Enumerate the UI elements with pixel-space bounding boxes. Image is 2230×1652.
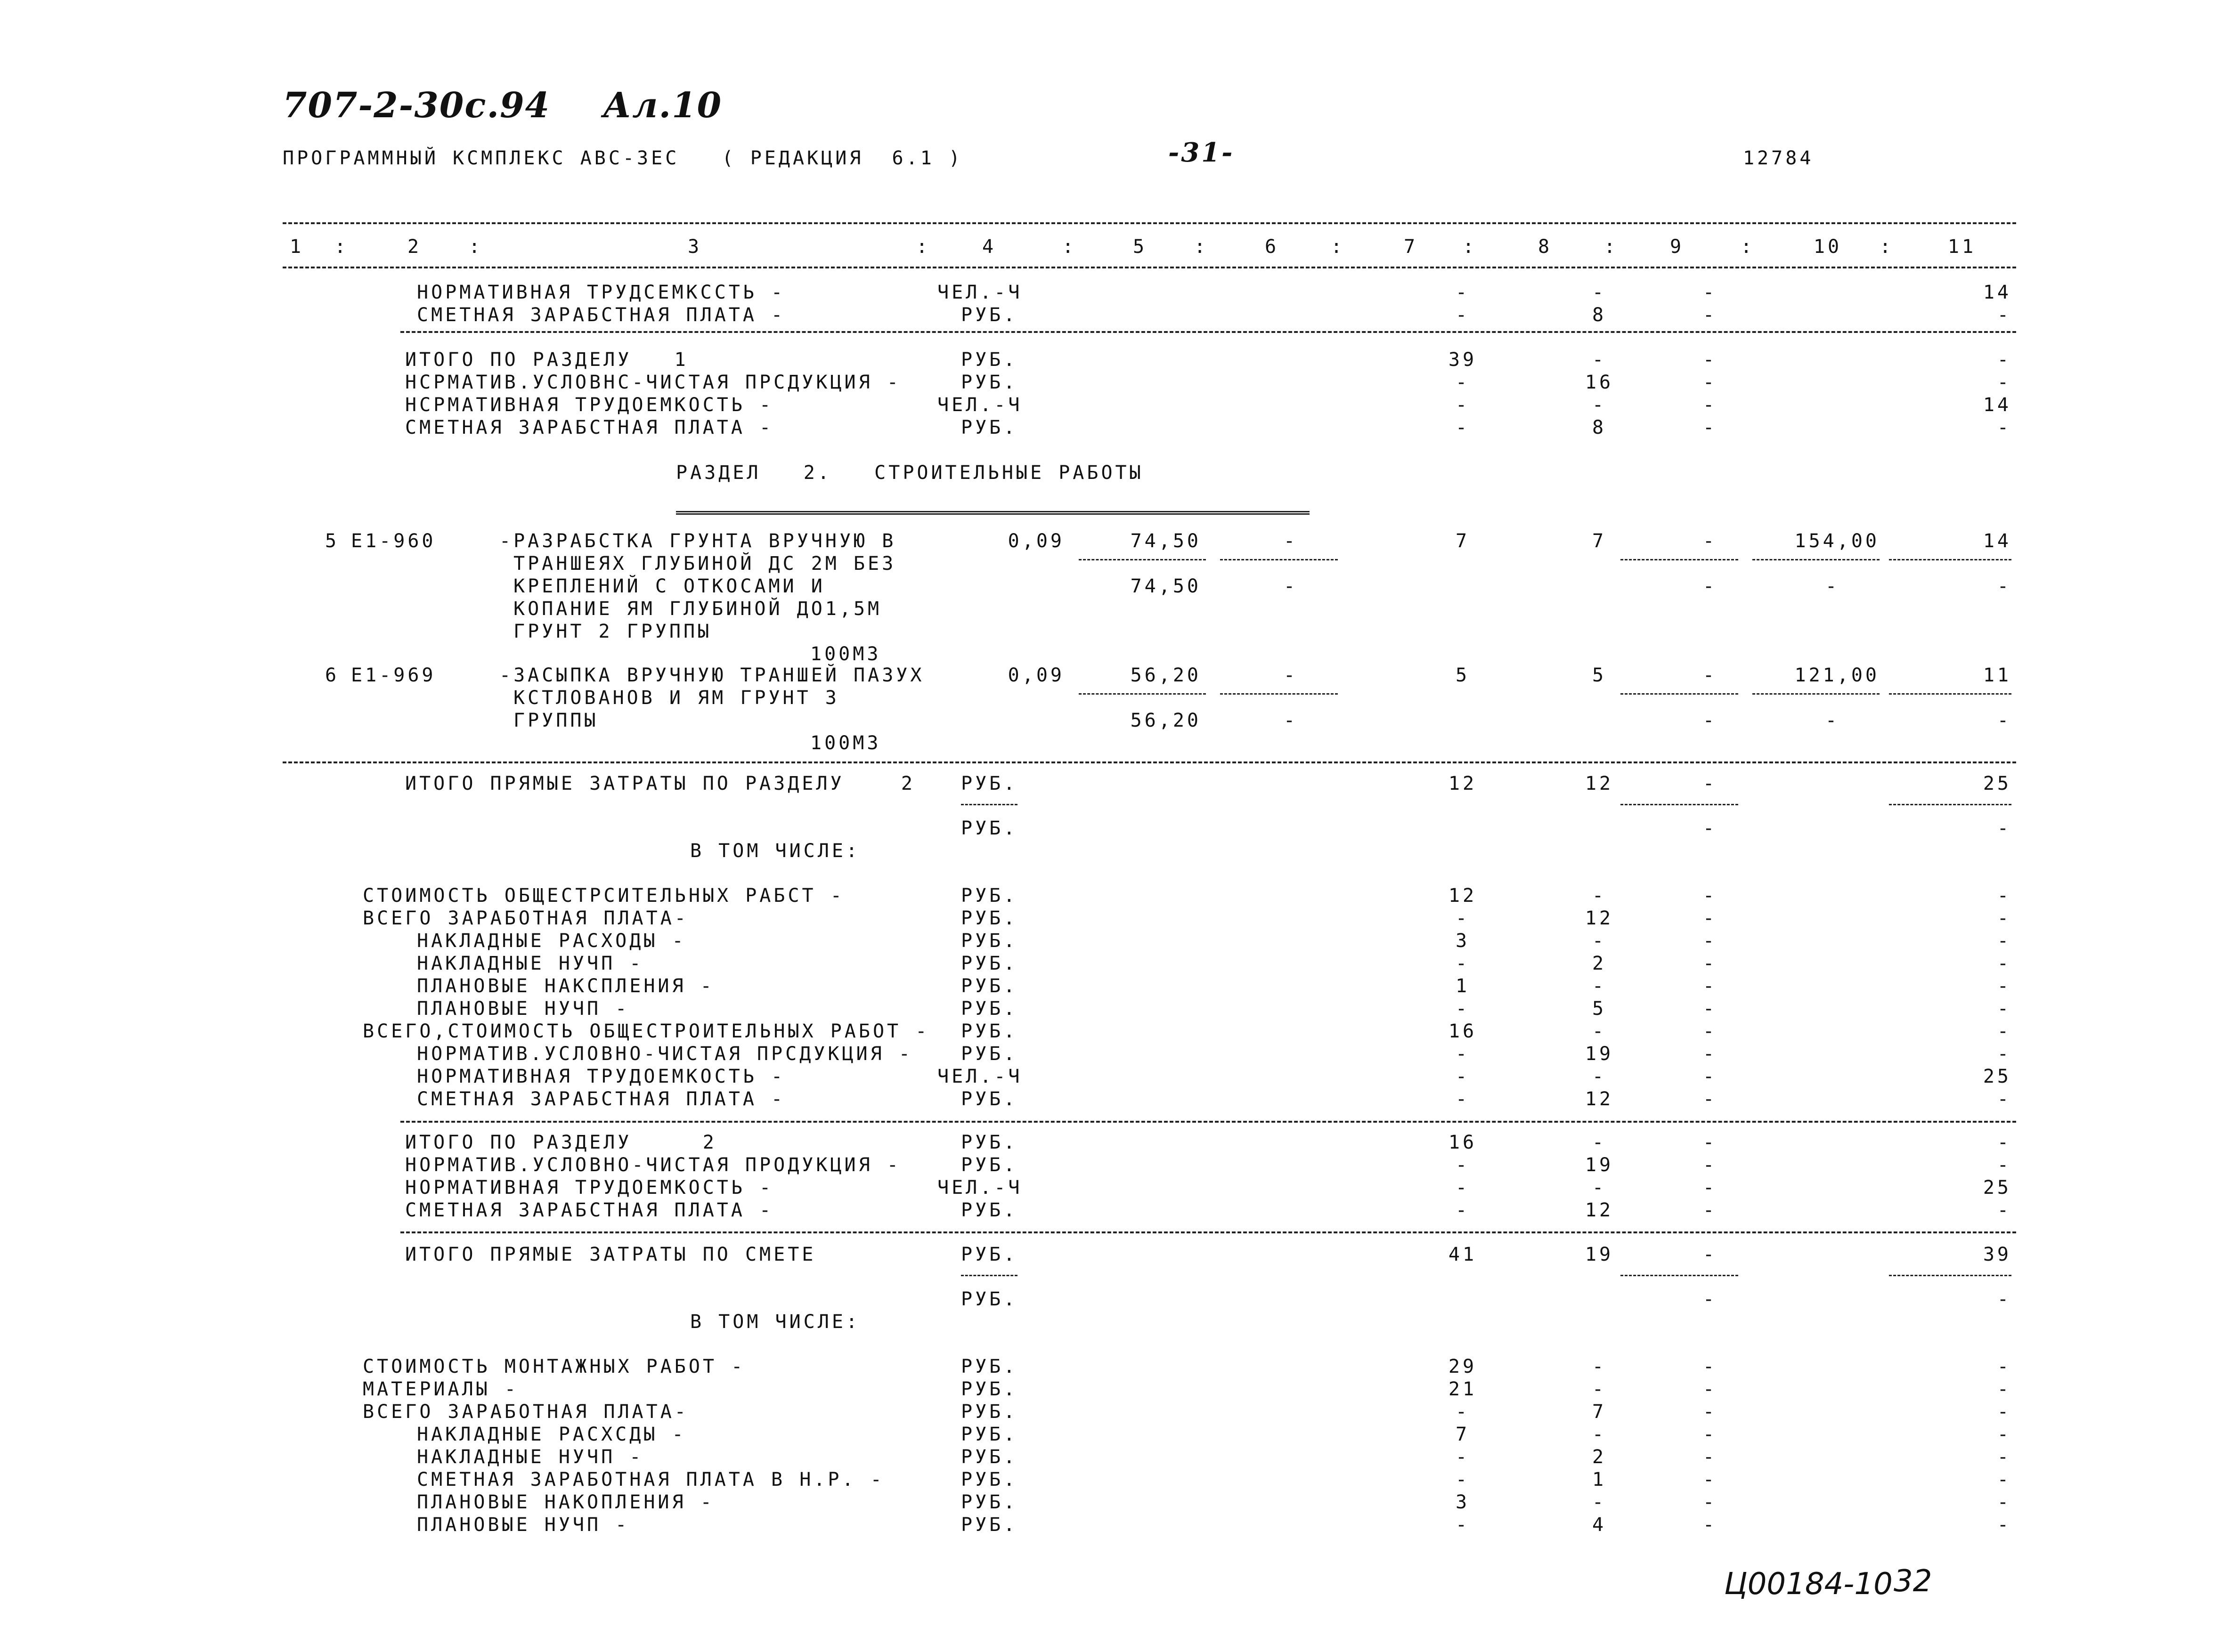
col8-value: -: [1592, 1424, 1607, 1445]
col8-value: 12: [1585, 773, 1614, 794]
row-unit: ЧЕЛ.-Ч: [937, 1177, 1023, 1199]
row-unit: РУБ.: [961, 304, 1018, 326]
column-number-4: 4: [982, 236, 997, 258]
col11-value: -: [1997, 1043, 2011, 1065]
col8-value: 8: [1592, 417, 1607, 438]
row-label: НАКЛАДНЫЕ РАСХСДЫ -: [417, 1424, 686, 1445]
col6-value: -: [1283, 530, 1298, 552]
col6-value: -: [1283, 575, 1298, 597]
row-unit: РУБ.: [961, 1088, 1018, 1110]
col8-value: 4: [1592, 1514, 1607, 1536]
row-label: ВСЕГО ЗАРАБОТНАЯ ПЛАТА-: [363, 1401, 689, 1423]
column-separator: :: [1062, 236, 1077, 258]
sheet-number: 32: [1894, 1564, 1932, 1599]
col11-value: 25: [1983, 1177, 2011, 1199]
col9-value: -: [1702, 417, 1717, 438]
row-label: СМЕТНАЯ ЗАРАБСТНАЯ ПЛАТА -: [405, 1199, 774, 1221]
row-unit: РУБ.: [961, 930, 1018, 952]
section-title: РАЗДЕЛ 2. СТРОИТЕЛЬНЫЕ РАБОТЫ: [676, 462, 1144, 484]
row-unit: РУБ.: [961, 372, 1018, 393]
col8-value: -: [1592, 1132, 1607, 1153]
row-unit: РУБ.: [961, 417, 1018, 438]
program-title: ПРОГРАММНЫЙ КСМПЛЕКС АВС-ЗЕС ( РЕДАКЦИЯ 6.1 ): [283, 147, 963, 169]
item-quantity: 0,09: [1008, 664, 1065, 686]
col7-value: -: [1455, 1177, 1470, 1199]
col9-value: -: [1702, 998, 1717, 1020]
row-label: ПЛАНОВЫЕ НУЧП -: [417, 998, 630, 1020]
row-unit: ЧЕЛ.-Ч: [937, 1066, 1023, 1087]
item-code: Е1-960: [351, 530, 436, 552]
col8-value: -: [1592, 1020, 1607, 1042]
col9-value: -: [1702, 664, 1717, 686]
row-label: ПЛАНОВЫЕ НАКСПЛЕНИЯ -: [417, 975, 715, 997]
col8-value: 1: [1592, 1469, 1607, 1490]
col7-value: 39: [1448, 349, 1477, 371]
row-unit: РУБ.: [961, 1401, 1018, 1423]
row-unit: РУБ.: [961, 1424, 1018, 1445]
item-description-line: ГРУППЫ: [513, 710, 599, 731]
item-unit-price: 56,20: [1130, 664, 1201, 686]
col9-value: -: [1702, 710, 1717, 731]
col9-value: -: [1702, 953, 1717, 974]
col11-value: 14: [1983, 282, 2011, 303]
col8-value: 2: [1592, 1446, 1607, 1468]
col7-value: -: [1455, 1088, 1470, 1110]
col11-value: -: [1997, 1154, 2011, 1176]
table-rule: [1220, 559, 1338, 560]
col9-value: -: [1702, 1154, 1717, 1176]
col8-value: 12: [1585, 1088, 1614, 1110]
row-label: ИТОГО ПО РАЗДЕЛУ 2: [405, 1132, 717, 1153]
col11-value: -: [1997, 1132, 2011, 1153]
item-unit: 100М3: [810, 643, 881, 665]
row-label: НСРМАТИВНАЯ ТРУДОЕМКОСТЬ -: [405, 394, 774, 416]
col8-value: 7: [1592, 530, 1607, 552]
col6-value: -: [1283, 710, 1298, 731]
row-unit: РУБ.: [961, 953, 1018, 974]
col7-value: -: [1455, 1066, 1470, 1087]
row-label: СМЕТНАЯ ЗАРАБОТНАЯ ПЛАТА В Н.Р. -: [417, 1469, 885, 1490]
item-unit: 100М3: [810, 732, 881, 754]
column-separator: :: [1194, 236, 1209, 258]
col8-value: 19: [1585, 1043, 1614, 1065]
item-description-line: -РАЗРАБСТКА ГРУНТА ВРУЧНУЮ В: [499, 530, 896, 552]
col7-value: -: [1455, 417, 1470, 438]
table-rule: [1220, 693, 1338, 695]
col11-value: -: [1997, 1469, 2011, 1490]
col8-value: -: [1592, 930, 1607, 952]
row-label: ИТОГО ПРЯМЫЕ ЗАТРАТЫ ПО РАЗДЕЛУ 2: [405, 773, 915, 794]
col8-value: -: [1592, 1356, 1607, 1377]
including-heading: В ТОМ ЧИСЛЕ:: [690, 840, 860, 862]
table-rule: [1079, 693, 1206, 695]
col11-value: -: [1997, 1288, 2011, 1310]
col10-value: 121,00: [1794, 664, 1880, 686]
header-top-rule: [283, 222, 2016, 224]
col11-value: 14: [1983, 530, 2011, 552]
col11-value: -: [1997, 575, 2011, 597]
table-rule: [400, 331, 2016, 333]
row-label: НАКЛАДНЫЕ РАСХОДЫ -: [417, 930, 686, 952]
table-rule: [1889, 1275, 2011, 1276]
column-number-9: 9: [1669, 236, 1685, 258]
table-rule: [1889, 804, 2011, 805]
table-rule: [1079, 559, 1206, 560]
col11-value: -: [1997, 1424, 2011, 1445]
column-separator: :: [1330, 236, 1345, 258]
col11-value: -: [1997, 1378, 2011, 1400]
col9-value: -: [1702, 1514, 1717, 1536]
col11-value: -: [1997, 885, 2011, 907]
col9-value: -: [1702, 1469, 1717, 1490]
col9-value: -: [1702, 1378, 1717, 1400]
row-unit: РУБ.: [961, 1288, 1018, 1310]
col7-value: -: [1455, 953, 1470, 974]
row-label: СМЕТНАЯ ЗАРАБСТНАЯ ПЛАТА -: [417, 304, 786, 326]
page-number: -31-: [1168, 137, 1235, 168]
col8-value: 5: [1592, 998, 1607, 1020]
row-label: СТОИМОСТЬ ОБЩЕСТРСИТЕЛЬНЫХ РАБСТ -: [363, 885, 845, 907]
header-bottom-rule: [283, 267, 2016, 268]
col11-value: -: [1997, 372, 2011, 393]
col10-value: -: [1825, 710, 1840, 731]
item-number: 6: [325, 664, 340, 686]
col9-value: -: [1702, 394, 1717, 416]
col9-value: -: [1702, 1199, 1717, 1221]
table-rule: [1620, 693, 1738, 695]
row-unit: РУБ.: [961, 1356, 1018, 1377]
album-number: Ал.10: [603, 85, 723, 126]
row-unit: РУБ.: [961, 907, 1018, 929]
col8-value: 5: [1592, 664, 1607, 686]
col11-value: -: [1997, 304, 2011, 326]
document-code: 707-2-30с.94: [283, 85, 551, 126]
item-description-line: КРЕПЛЕНИЙ С ОТКОСАМИ И: [513, 575, 825, 597]
col9-value: -: [1702, 1043, 1717, 1065]
col9-value: -: [1702, 885, 1717, 907]
item-quantity: 0,09: [1008, 530, 1065, 552]
table-rule: [1889, 559, 2011, 560]
col9-value: -: [1702, 1177, 1717, 1199]
col9-value: -: [1702, 818, 1717, 839]
col9-value: -: [1702, 1356, 1717, 1377]
row-label: НОРМАТИВ.УСЛОВНО-ЧИСТАЯ ПРОДУКЦИЯ -: [405, 1154, 901, 1176]
column-number-2: 2: [407, 236, 422, 258]
col9-value: -: [1702, 282, 1717, 303]
row-label: ВСЕГО ЗАРАБОТНАЯ ПЛАТА-: [363, 907, 689, 929]
row-label: ИТОГО ПРЯМЫЕ ЗАТРАТЫ ПО СМЕТЕ: [405, 1244, 816, 1265]
col11-value: -: [1997, 1199, 2011, 1221]
row-unit: РУБ.: [961, 1199, 1018, 1221]
row-unit: РУБ.: [961, 1244, 1018, 1265]
column-separator: :: [334, 236, 349, 258]
col8-value: 19: [1585, 1244, 1614, 1265]
col11-value: -: [1997, 975, 2011, 997]
row-label: НСРМАТИВ.УСЛОВНС-ЧИСТАЯ ПРСДУКЦИЯ -: [405, 372, 901, 393]
col8-value: 19: [1585, 1154, 1614, 1176]
col8-value: 2: [1592, 953, 1607, 974]
col7-value: -: [1455, 372, 1470, 393]
table-rule: [961, 804, 1017, 805]
col8-value: 7: [1592, 1401, 1607, 1423]
item-unit-price: 74,50: [1130, 530, 1201, 552]
row-unit: РУБ.: [961, 1514, 1018, 1536]
col8-value: -: [1592, 349, 1607, 371]
registry-stamp: Ц00184-10: [1724, 1567, 1893, 1602]
row-unit: ЧЕЛ.-Ч: [937, 282, 1023, 303]
table-rule: [1752, 693, 1880, 695]
col11-value: -: [1997, 417, 2011, 438]
col9-value: -: [1702, 530, 1717, 552]
row-unit: РУБ.: [961, 773, 1018, 794]
col8-value: -: [1592, 394, 1607, 416]
col11-value: -: [1997, 1020, 2011, 1042]
col11-value: 39: [1983, 1244, 2011, 1265]
row-unit: РУБ.: [961, 1469, 1018, 1490]
document-number: 12784: [1743, 147, 1814, 169]
col9-value: -: [1702, 1288, 1717, 1310]
col7-value: 16: [1448, 1132, 1477, 1153]
col11-value: -: [1997, 1446, 2011, 1468]
row-unit: РУБ.: [961, 1378, 1018, 1400]
col7-value: 7: [1455, 1424, 1470, 1445]
row-unit: ЧЕЛ.-Ч: [937, 394, 1023, 416]
col11-value: -: [1997, 710, 2011, 731]
table-rule: [1889, 693, 2011, 695]
item-description-line: ТРАНШЕЯХ ГЛУБИНОЙ ДС 2М БЕЗ: [513, 553, 896, 575]
col7-value: 21: [1448, 1378, 1477, 1400]
column-separator: :: [1740, 236, 1755, 258]
col11-value: 14: [1983, 394, 2011, 416]
row-label: НАКЛАДНЫЕ НУЧП -: [417, 953, 644, 974]
table-rule: [1752, 559, 1880, 560]
table-rule: [283, 761, 2016, 763]
col7-value: -: [1455, 304, 1470, 326]
col8-value: 12: [1585, 907, 1614, 929]
item-description-line: -ЗАСЫПКА ВРУЧНУЮ ТРАНШЕЙ ПАЗУХ: [499, 664, 925, 686]
item-description-line: КОПАНИЕ ЯМ ГЛУБИНОЙ ДО1,5М: [513, 598, 882, 620]
col9-value: -: [1702, 1132, 1717, 1153]
table-rule: [1620, 1275, 1738, 1276]
col11-value: 25: [1983, 773, 2011, 794]
column-number-5: 5: [1132, 236, 1148, 258]
col7-value: 3: [1455, 930, 1470, 952]
col7-value: 3: [1455, 1491, 1470, 1513]
col9-value: -: [1702, 1424, 1717, 1445]
col11-value: -: [1997, 1088, 2011, 1110]
col7-value: -: [1455, 1043, 1470, 1065]
col9-value: -: [1702, 575, 1717, 597]
col8-value: -: [1592, 1491, 1607, 1513]
col9-value: -: [1702, 907, 1717, 929]
col9-value: -: [1702, 1491, 1717, 1513]
column-number-6: 6: [1264, 236, 1279, 258]
column-separator: :: [1462, 236, 1477, 258]
row-unit: РУБ.: [961, 975, 1018, 997]
col11-value: 25: [1983, 1066, 2011, 1087]
col9-value: -: [1702, 1088, 1717, 1110]
row-unit: РУБ.: [961, 1020, 1018, 1042]
col8-value: 8: [1592, 304, 1607, 326]
column-separator: :: [1603, 236, 1619, 258]
table-rule: [1620, 559, 1738, 560]
col11-value: -: [1997, 1356, 2011, 1377]
row-label: ВСЕГО,СТОИМОСТЬ ОБЩЕСТРОИТЕЛЬНЫХ РАБОТ -: [363, 1020, 930, 1042]
col7-value: -: [1455, 1154, 1470, 1176]
row-label: НАКЛАДНЫЕ НУЧП -: [417, 1446, 644, 1468]
col7-value: -: [1455, 998, 1470, 1020]
row-label: СМЕТНАЯ ЗАРАБСТНАЯ ПЛАТА -: [405, 417, 774, 438]
col7-value: 29: [1448, 1356, 1477, 1377]
row-unit: РУБ.: [961, 998, 1018, 1020]
row-label: СТОИМОСТЬ МОНТАЖНЫХ РАБОТ -: [363, 1356, 746, 1377]
table-rule: [961, 1275, 1017, 1276]
col7-value: 5: [1455, 664, 1470, 686]
col9-value: -: [1702, 930, 1717, 952]
row-label: ПЛАНОВЫЕ НАКОПЛЕНИЯ -: [417, 1491, 715, 1513]
col11-value: -: [1997, 1401, 2011, 1423]
col9-value: -: [1702, 349, 1717, 371]
table-rule: [676, 511, 1310, 515]
col7-value: 12: [1448, 773, 1477, 794]
col11-value: -: [1997, 349, 2011, 371]
row-label: НОРМАТИВНАЯ ТРУДОЕМКОСТЬ -: [405, 1177, 774, 1199]
col8-value: -: [1592, 885, 1607, 907]
col7-value: -: [1455, 1199, 1470, 1221]
item-unit-price-wages: 56,20: [1130, 710, 1201, 731]
column-number-10: 10: [1813, 236, 1842, 258]
row-unit: РУБ.: [961, 1043, 1018, 1065]
row-unit: РУБ.: [961, 885, 1018, 907]
col9-value: -: [1702, 1244, 1717, 1265]
col11-value: -: [1997, 1491, 2011, 1513]
col9-value: -: [1702, 1401, 1717, 1423]
column-number-8: 8: [1538, 236, 1553, 258]
row-unit: РУБ.: [961, 818, 1018, 839]
col11-value: -: [1997, 953, 2011, 974]
row-unit: РУБ.: [961, 1154, 1018, 1176]
col7-value: 41: [1448, 1244, 1477, 1265]
col11-value: -: [1997, 907, 2011, 929]
col11-value: -: [1997, 1514, 2011, 1536]
col7-value: -: [1455, 282, 1470, 303]
row-label: ПЛАНОВЫЕ НУЧП -: [417, 1514, 630, 1536]
col9-value: -: [1702, 304, 1717, 326]
column-number-3: 3: [687, 236, 702, 258]
col11-value: -: [1997, 818, 2011, 839]
col8-value: -: [1592, 975, 1607, 997]
row-label: СМЕТНАЯ ЗАРАБСТНАЯ ПЛАТА -: [417, 1088, 786, 1110]
item-description-line: КСТЛОВАНОВ И ЯМ ГРУНТ 3: [513, 687, 839, 709]
col7-value: 16: [1448, 1020, 1477, 1042]
col9-value: -: [1702, 1020, 1717, 1042]
col9-value: -: [1702, 1446, 1717, 1468]
col7-value: -: [1455, 1446, 1470, 1468]
row-unit: РУБ.: [961, 1132, 1018, 1153]
item-number: 5: [325, 530, 340, 552]
col7-value: -: [1455, 394, 1470, 416]
col9-value: -: [1702, 773, 1717, 794]
including-heading: В ТОМ ЧИСЛЕ:: [690, 1311, 860, 1333]
col7-value: -: [1455, 1401, 1470, 1423]
item-unit-price-wages: 74,50: [1130, 575, 1201, 597]
col9-value: -: [1702, 372, 1717, 393]
column-number-7: 7: [1403, 236, 1418, 258]
col7-value: -: [1455, 1514, 1470, 1536]
col7-value: 12: [1448, 885, 1477, 907]
row-unit: РУБ.: [961, 349, 1018, 371]
row-label: НОРМАТИВНАЯ ТРУДОЕМКОСТЬ -: [417, 1066, 786, 1087]
column-separator: :: [916, 236, 931, 258]
row-unit: РУБ.: [961, 1446, 1018, 1468]
column-separator: :: [1879, 236, 1894, 258]
col7-value: 7: [1455, 530, 1470, 552]
item-code: Е1-969: [351, 664, 436, 686]
column-separator: :: [468, 236, 483, 258]
col11-value: -: [1997, 998, 2011, 1020]
item-description-line: ГРУНТ 2 ГРУППЫ: [513, 621, 712, 642]
col8-value: 12: [1585, 1199, 1614, 1221]
col10-value: -: [1825, 575, 1840, 597]
row-label: ИТОГО ПО РАЗДЕЛУ 1: [405, 349, 689, 371]
col10-value: 154,00: [1794, 530, 1880, 552]
col7-value: 1: [1455, 975, 1470, 997]
col8-value: 16: [1585, 372, 1614, 393]
col8-value: -: [1592, 1378, 1607, 1400]
col11-value: -: [1997, 930, 2011, 952]
row-label: НОРМАТИВНАЯ ТРУДСЕМКССТЬ -: [417, 282, 786, 303]
col8-value: -: [1592, 1066, 1607, 1087]
col7-value: -: [1455, 907, 1470, 929]
table-rule: [400, 1231, 2016, 1233]
table-rule: [400, 1121, 2016, 1123]
col9-value: -: [1702, 975, 1717, 997]
col11-value: 11: [1983, 664, 2011, 686]
row-label: НОРМАТИВ.УСЛОВНО-ЧИСТАЯ ПРСДУКЦИЯ -: [417, 1043, 913, 1065]
table-rule: [1620, 804, 1738, 805]
col8-value: -: [1592, 282, 1607, 303]
row-label: МАТЕРИАЛЫ -: [363, 1378, 519, 1400]
row-unit: РУБ.: [961, 1491, 1018, 1513]
column-number-11: 11: [1947, 236, 1977, 258]
col7-value: -: [1455, 1469, 1470, 1490]
column-number-1: 1: [289, 236, 304, 258]
col8-value: -: [1592, 1177, 1607, 1199]
col6-value: -: [1283, 664, 1298, 686]
col9-value: -: [1702, 1066, 1717, 1087]
